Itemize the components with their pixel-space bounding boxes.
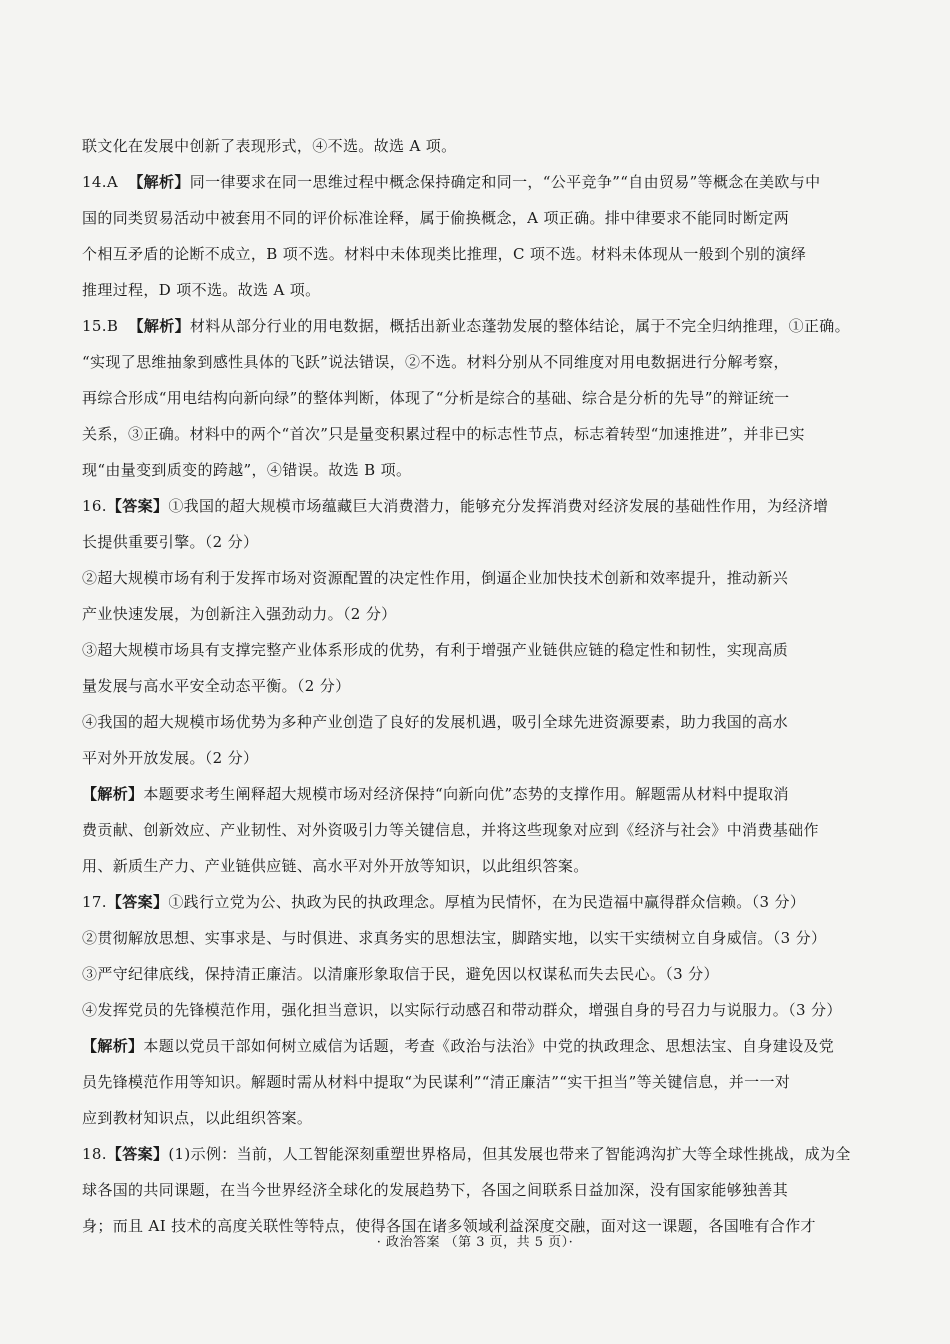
text-line — [82, 1064, 868, 1100]
line-text: ①我国的超大规模市场蕴藏巨大消费潜力，能够充分发挥消费对经济发展的基础性作用，为经济增 — [168, 497, 829, 515]
line-text: 应到教材知识点，以此组织答案。 — [82, 1109, 313, 1127]
line-text: 现“由量变到质变的跨越”，④错误。故选 B 项。 — [82, 461, 412, 479]
text-line — [82, 848, 868, 884]
text-line — [82, 920, 868, 956]
line-text: ②贯彻解放思想、实事求是、与时俱进、求真务实的思想法宝，脚踏实地，以实干实绩树立自身威信。（3 分） — [82, 929, 827, 947]
section-label: 【解析】 — [128, 317, 190, 335]
line-text: 量发展与高水平安全动态平衡。（2 分） — [82, 677, 351, 695]
text-line — [82, 1028, 868, 1064]
text-line — [82, 488, 868, 524]
text-line — [82, 128, 868, 164]
text-line — [82, 884, 868, 920]
line-text: ④发挥党员的先锋模范作用，强化担当意识，以实际行动感召和带动群众，增强自身的号召力与说服力。（3 分） — [82, 1001, 842, 1019]
text-line — [82, 308, 868, 344]
question-number: 18. — [82, 1145, 107, 1163]
line-text: (1)示例：当前，人工智能深刻重塑世界格局，但其发展也带来了智能鸿沟扩大等全球性挑战，成为全 — [168, 1145, 851, 1163]
section-label: 【解析】 — [128, 173, 190, 191]
line-text: 产业快速发展，为创新注入强劲动力。（2 分） — [82, 605, 397, 623]
text-line — [82, 164, 868, 200]
line-text: 用、新质生产力、产业链供应链、高水平对外开放等知识，以此组织答案。 — [82, 857, 589, 875]
line-text: ②超大规模市场有利于发挥市场对资源配置的决定性作用，倒逼企业加快技术创新和效率提升，推动新兴 — [82, 569, 789, 587]
line-text: 关系，③正确。材料中的两个“首次”只是量变积累过程中的标志性节点，标志着转型“加速推进”，并非已实 — [82, 425, 805, 443]
section-label: 【答案】 — [106, 1145, 169, 1163]
line-text: 长提供重要引擎。（2 分） — [82, 533, 259, 551]
text-line — [82, 272, 868, 308]
text-line — [82, 344, 868, 380]
question-number: 15.B — [82, 317, 129, 335]
text-line — [82, 416, 868, 452]
text-line — [82, 776, 868, 812]
line-text: 个相互矛盾的论断不成立，B 项不选。材料中未体现类比推理，C 项不选。材料未体现从一般到个别的演绎 — [82, 245, 807, 263]
section-label: 【解析】 — [82, 785, 144, 803]
line-text: 联文化在发展中创新了表现形式，④不选。故选 A 项。 — [82, 137, 457, 155]
section-label: 【答案】 — [106, 893, 169, 911]
text-line — [82, 992, 868, 1028]
paragraph — [82, 308, 868, 488]
text-line — [82, 1172, 868, 1208]
line-text: 材料从部分行业的用电数据，概括出新业态蓬勃发展的整体结论，属于不完全归纳推理，①正确。 — [189, 317, 850, 335]
text-line — [82, 524, 868, 560]
question-number: 17. — [82, 893, 107, 911]
text-line — [82, 956, 868, 992]
line-text: “实现了思维抽象到感性具体的飞跃”说法错误，②不选。材料分别从不同维度对用电数据进行分解考察， — [82, 353, 789, 371]
text-line — [82, 632, 868, 668]
line-text: 推理过程，D 项不选。故选 A 项。 — [82, 281, 321, 299]
line-text: 再综合形成“用电结构向新向绿”的整体判断，体现了“分析是综合的基础、综合是分析的先导”的辩证统一 — [82, 389, 790, 407]
paragraph — [82, 128, 868, 164]
line-text: ③严守纪律底线，保持清正廉洁。以清廉形象取信于民，避免因以权谋私而失去民心。（3 分） — [82, 965, 719, 983]
paragraph — [82, 884, 868, 1136]
text-line — [82, 668, 868, 704]
text-line — [82, 812, 868, 848]
line-text: 同一律要求在同一思维过程中概念保持确定和同一，“公平竞争”“自由贸易”等概念在美欧与中 — [189, 173, 821, 191]
line-text: 费贡献、创新效应、产业韧性、对外资吸引力等关键信息，并将这些现象对应到《经济与社会》中消费基础作 — [82, 821, 819, 839]
text-line — [82, 236, 868, 272]
line-text: 员先锋模范作用等知识。解题时需从材料中提取“为民谋利”“清正廉洁”“实干担当”等关键信息，并一一对 — [82, 1073, 791, 1091]
text-line — [82, 1100, 868, 1136]
text-line — [82, 740, 868, 776]
line-text: ①践行立党为公、执政为民的执政理念。厚植为民情怀，在为民造福中赢得群众信赖。（3 分） — [168, 893, 806, 911]
line-text: ④我国的超大规模市场优势为多种产业创造了良好的发展机遇，吸引全球先进资源要素，助力我国的高水 — [82, 713, 789, 731]
line-text: 本题以党员干部如何树立威信为话题，考查《政治与法治》中党的执政理念、思想法宝、自身建设及党 — [143, 1037, 835, 1055]
text-line — [82, 1136, 868, 1172]
question-number: 14.A — [82, 173, 129, 191]
answer-text — [82, 128, 868, 1244]
question-number: 16. — [82, 497, 107, 515]
text-line — [82, 452, 868, 488]
page-footer: · 政治答案 （第 3 页，共 5 页）· — [376, 1235, 574, 1250]
paragraph — [82, 488, 868, 884]
line-text: 平对外开放发展。（2 分） — [82, 749, 259, 767]
text-line — [82, 596, 868, 632]
line-text: 本题要求考生阐释超大规模市场对经济保持“向新向优”态势的支撑作用。解题需从材料中提取消 — [143, 785, 789, 803]
text-line — [82, 560, 868, 596]
paragraph — [82, 164, 868, 308]
line-text: 国的同类贸易活动中被套用不同的评价标准诠释，属于偷换概念，A 项正确。排中律要求不能同时断定两 — [82, 209, 790, 227]
section-label: 【解析】 — [82, 1037, 144, 1055]
text-line — [82, 704, 868, 740]
text-line — [82, 200, 868, 236]
paragraph — [82, 1136, 868, 1244]
line-text: ③超大规模市场具有支撑完整产业体系形成的优势，有利于增强产业链供应链的稳定性和韧性，实现高质 — [82, 641, 789, 659]
text-line — [82, 380, 868, 416]
line-text: 身；而且 AI 技术的高度关联性等特点，使得各国在诸多领域利益深度交融，面对这一课题，各国唯有合作才 — [82, 1217, 816, 1235]
section-label: 【答案】 — [106, 497, 169, 515]
line-text: 球各国的共同课题，在当今世界经济全球化的发展趋势下，各国之间联系日益加深，没有国家能够独善其 — [82, 1181, 789, 1199]
